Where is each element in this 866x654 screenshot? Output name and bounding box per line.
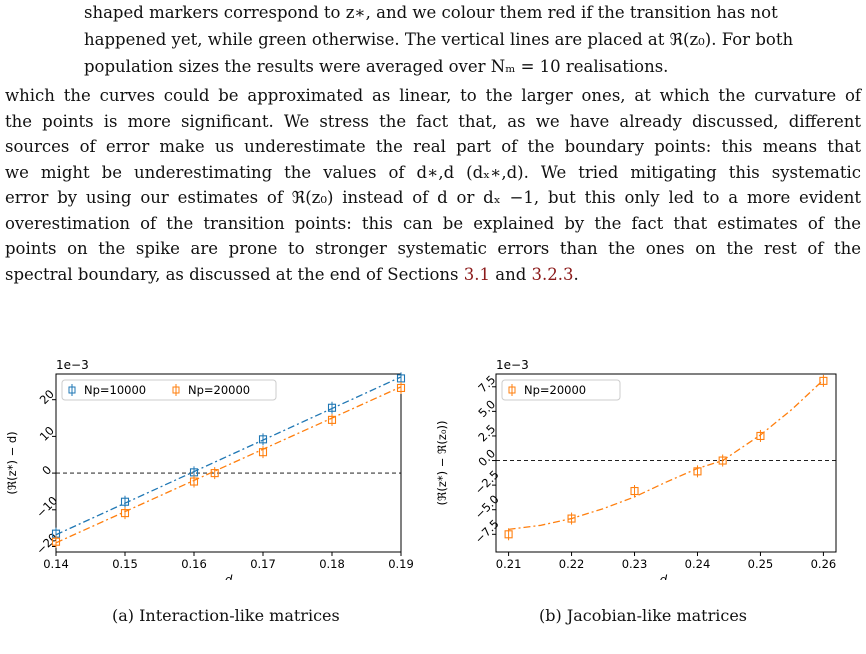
body-paragraph	[5, 83, 861, 287]
subcaption-b: (b) Jacobian-like matrices	[539, 606, 747, 625]
y-tick-label: −5.0	[472, 492, 502, 522]
legend-label: Np=20000	[524, 383, 587, 397]
paragraph-line: points on the spike are prone to stronger systematic errors than the ones on the rest of the	[5, 239, 861, 258]
x-tick-label: 0.24	[684, 557, 711, 571]
chart-jacobian-like	[430, 360, 866, 580]
y-tick-label: 0	[39, 462, 55, 478]
y-tick-label: 5.0	[475, 397, 499, 420]
section-link-3-1[interactable]: 3.1	[463, 264, 491, 284]
paragraph-line: overestimation of the transition points: this can be explained by the fact that estimates of the	[5, 213, 861, 233]
y-tick-label: −2.5	[472, 467, 502, 498]
x-tick-label: 0.26	[810, 557, 837, 571]
paragraph-line: the points is more significant. We stress the fact that, as we have already discussed, different	[5, 111, 861, 131]
fit-line	[509, 380, 824, 529]
y-tick-label: 7.5	[475, 372, 499, 396]
figure-a	[0, 360, 420, 580]
paragraph-line: which the curves could be approximated as linear, to the larger ones, at which the curvature of	[5, 86, 861, 105]
plot-frame	[496, 374, 836, 552]
x-tick-label: 0.21	[495, 557, 522, 571]
x-tick-label: 0.18	[319, 557, 345, 571]
x-tick-label: 0.16	[181, 557, 207, 571]
x-tick-label: 0.14	[43, 557, 69, 571]
paragraph-text: .	[573, 264, 579, 284]
x-axis-label: dₓ	[659, 573, 673, 580]
plot-frame	[56, 374, 401, 552]
paragraph-last-line	[5, 262, 861, 288]
x-tick-label: 0.23	[621, 557, 648, 571]
paragraph-text: spectral boundary, as discussed at the end of Sections	[5, 264, 464, 284]
y-tick-label: −7.5	[472, 516, 502, 547]
caption-line-1: shaped markers correspond to z∗, and we colour them red if the transition has not	[84, 3, 778, 22]
x-axis-label: d	[224, 573, 233, 580]
axis-multiplier: 1e−3	[496, 360, 529, 372]
legend-label: Np=20000	[188, 383, 251, 397]
paragraph-line: sources of error make us underestimate the real part of the boundary points: this means that	[5, 137, 861, 156]
fit-line	[56, 377, 401, 535]
x-tick-label: 0.17	[250, 557, 276, 571]
x-tick-label: 0.22	[558, 557, 585, 571]
caption-line-3: population sizes the results were averaged over Nₘ = 10 realisations.	[84, 57, 669, 76]
y-tick-label: 20	[36, 386, 57, 407]
x-tick-label: 0.15	[112, 557, 138, 571]
paragraph-text: and	[490, 264, 532, 284]
section-link-3-2-3[interactable]: 3.2.3	[531, 264, 574, 284]
y-axis-label: (ℜ(z*) − d)	[5, 431, 19, 495]
x-tick-label: 0.19	[388, 557, 414, 571]
y-tick-label: −10	[33, 493, 61, 521]
y-tick-label: 0.0	[475, 446, 499, 470]
fit-line	[56, 387, 401, 543]
subcaption-a: (a) Interaction-like matrices	[112, 606, 340, 625]
y-tick-label: −20	[33, 530, 61, 558]
paragraph-line: we might be underestimating the values of d∗,d (dₓ∗,d). We tried mitigating this systematic	[5, 162, 861, 182]
y-axis-label: (ℜ(z*) − ℜ(z₀))	[435, 420, 449, 506]
paragraph-line: error by using our estimates of ℜ(z₀) instead of d or dₓ −1, but this only led to a more evident	[5, 188, 861, 207]
y-tick-label: 10	[36, 423, 57, 444]
caption-line-2: happened yet, while green otherwise. The vertical lines are placed at ℜ(z₀). For both	[84, 30, 794, 49]
y-tick-label: 2.5	[475, 421, 499, 445]
x-tick-label: 0.25	[747, 557, 774, 571]
figure-b	[430, 360, 866, 580]
axis-multiplier: 1e−3	[56, 360, 89, 372]
legend-label: Np=10000	[84, 383, 147, 397]
chart-interaction-like	[0, 360, 420, 580]
